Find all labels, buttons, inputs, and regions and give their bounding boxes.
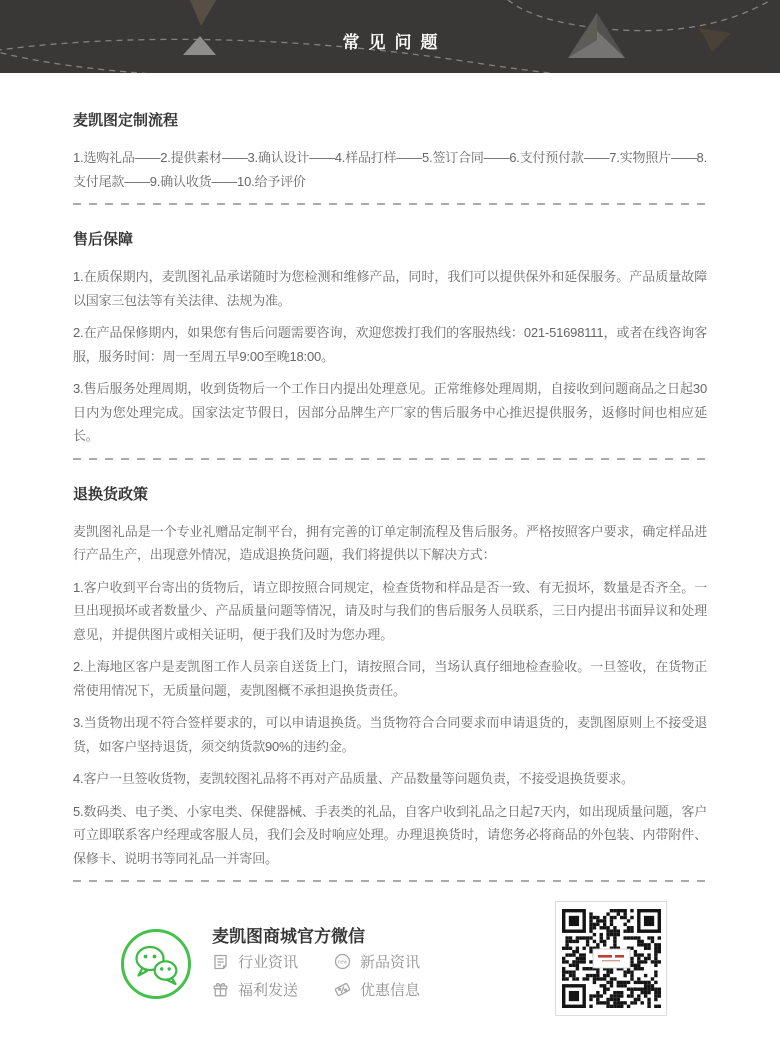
section-after-sales — [73, 232, 707, 448]
wechat-item-benefits — [212, 980, 334, 998]
section-paragraph: 1.选购礼品——2.提供素材——3.确认设计——4.样品打样——5.签订合同——6.支付预付款——7.实物照片——8.支付尾款——9.确认收货——10.给予评价 — [73, 150, 707, 189]
dashed-arc — [500, 0, 780, 31]
page-title: 常见问题 — [342, 33, 447, 52]
coupon-icon — [334, 981, 351, 998]
section-paragraph: 2.上海地区客户是麦凯图工作人员亲自送货上门，请按照合同，当场认真仔细地检查验收。一旦签收，在货物正常使用情况下，无质量问题，麦凯图概不承担退换货责任。 — [73, 659, 707, 698]
section-heading: 麦凯图定制流程 — [73, 112, 179, 129]
new-badge-text: new — [337, 958, 348, 965]
wechat-item-new-products — [334, 952, 420, 970]
section-heading: 退换货政策 — [73, 485, 149, 503]
dashed-divider — [73, 203, 707, 205]
section-paragraph: 5.数码类、电子类、小家电类、保健器械、手表类的礼品，自客户收到礼品之日起7天内，如出现质量问题，客户可立即联系客户经理或客服人员，我们会及时响应处理。办理退换货时，请您务必将商品的外包装、内带附件、保修卡、说明书等同礼品一并寄回。 — [73, 803, 707, 866]
dashed-arc — [0, 50, 168, 73]
news-doc-icon — [212, 953, 229, 970]
section-paragraph: 3.售后服务处理周期，收到货物后一个工作日内提出处理意见。正常维修处理周期，自接收到问题商品之日起30日内为您处理完成。国家法定节假日，因部分品牌生产厂家的售后服务中心推迟提供服务，返修时间也相应延长。 — [73, 381, 707, 443]
wechat-item-label: 行业资讯 — [238, 953, 299, 971]
wechat-feature-list — [212, 952, 420, 998]
wechat-footer — [0, 882, 780, 1044]
page-header — [0, 0, 780, 73]
wechat-title: 麦凯图商城官方微信 — [212, 927, 365, 946]
section-paragraph: 3.当货物出现不符合签样要求的，可以申请退换货。当货物符合合同要求而申请退货的，麦凯图原则上不接受退货，如客户坚持退货，须交纳货款90%的违约金。 — [73, 715, 707, 754]
wechat-item-label: 福利发送 — [238, 981, 299, 999]
gift-icon — [212, 981, 229, 998]
wechat-item-label: 优惠信息 — [360, 981, 421, 999]
section-heading: 售后保障 — [73, 231, 134, 248]
qr-code-svg — [562, 909, 661, 1008]
wechat-item-industry-news — [212, 952, 334, 970]
section-custom-process — [73, 113, 707, 193]
wechat-icon — [119, 927, 193, 1001]
wechat-item-discounts — [334, 980, 420, 998]
section-paragraph: 1.客户收到平台寄出的货物后，请立即按照合同规定，检查货物和样品是否一致、有无损坏，数量是否齐全。一旦出现损坏或者数量少、产品质量问题等情况，请及时与我们的售后服务人员联系，三日内提出书面异议和处理意见，并提供图片或相关证明，便于我们及时为您办理。 — [73, 579, 707, 642]
section-paragraph: 2.在产品保修期内，如果您有售后问题需要咨询，欢迎您拨打我们的客服热线：021-51698111，或者在线咨询客服，服务时间：周一至周五早9:00至晚18:00。 — [73, 325, 707, 364]
section-paragraph: 4.客户一旦签收货物，麦凯较图礼品将不再对产品质量、产品数量等问题负责，不接受退换货要求。 — [73, 771, 634, 786]
dashed-divider — [73, 458, 707, 460]
section-return-policy — [73, 487, 707, 871]
section-paragraph: 1.在质保期内，麦凯图礼品承诺随时为您检测和维修产品，同时，我们可以提供保外和延保服务。产品质量故障以国家三包法等有关法律、法规为准。 — [73, 269, 707, 308]
main-content — [0, 73, 780, 882]
qr-code — [555, 901, 667, 1016]
new-badge-icon — [334, 953, 351, 970]
section-paragraph: 麦凯图礼品是一个专业礼赠品定制平台，拥有完善的订单定制流程及售后服务。严格按照客户要求，确定样品进行产品生产，出现意外情况，造成退换货问题，我们将提供以下解决方式： — [73, 523, 707, 562]
wechat-item-label: 新品资讯 — [360, 953, 421, 971]
